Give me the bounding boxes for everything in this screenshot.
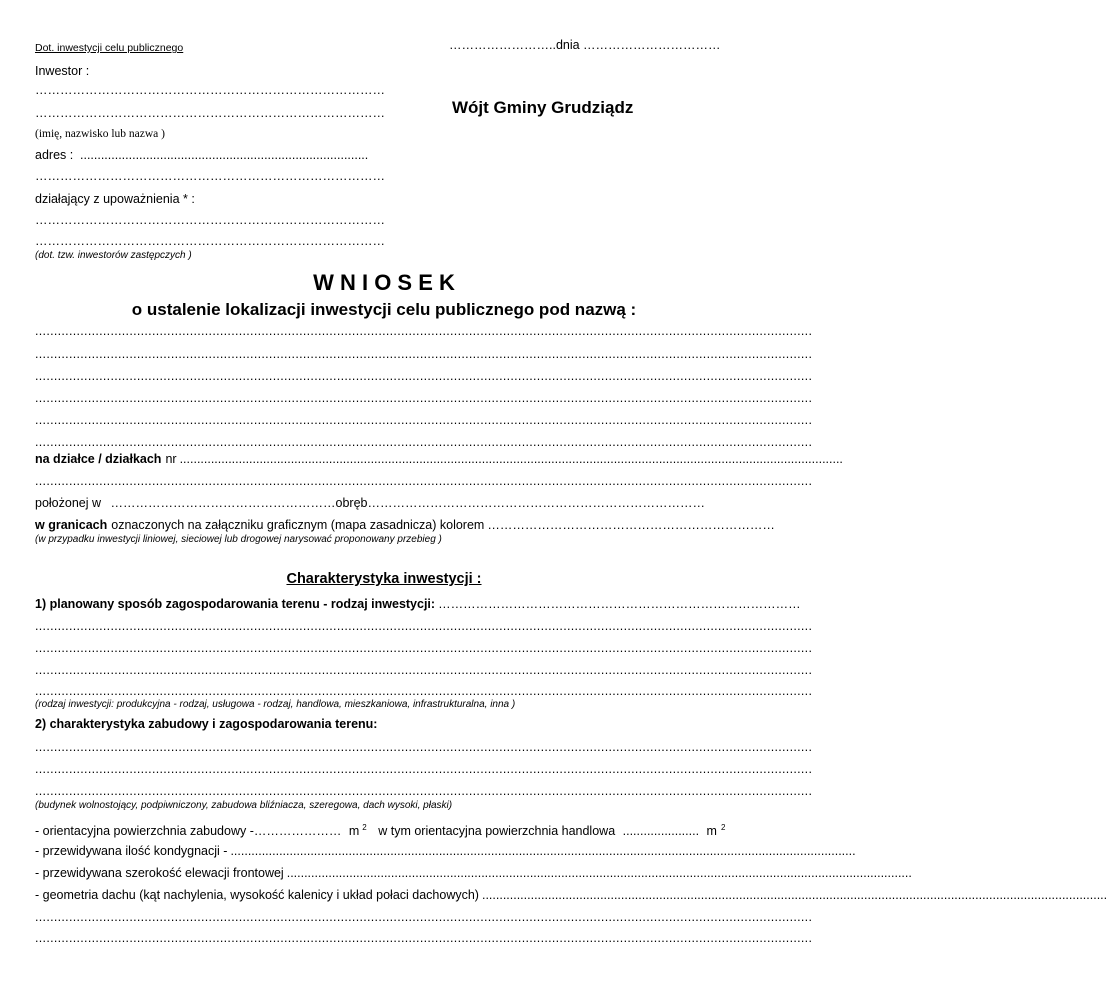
addressee: Wójt Gminy Grudziądz [452, 98, 634, 117]
proxy-label: działający z upoważnienia * : [35, 192, 195, 206]
investment-name-line-6[interactable]: .............................................................................................................................................................................................................. [35, 435, 813, 449]
document-subtitle: o ustalenie lokalizacji inwestycji celu publicznego pod nazwą : [131, 300, 637, 319]
parcel-line-2[interactable]: .............................................................................................................................................................................................................. [35, 474, 813, 488]
area-unit: m [348, 824, 360, 839]
investment-name-line-3[interactable]: .............................................................................................................................................................................................................. [35, 369, 813, 383]
roof-row [35, 888, 1107, 902]
investment-name-line-1[interactable]: .............................................................................................................................................................................................................. [35, 324, 813, 338]
facade-field[interactable]: .................................................................................................................................................................................... [286, 866, 912, 880]
area-field[interactable]: ………………… [253, 824, 342, 839]
investor-line-2[interactable]: ………………………………………………………………………… [35, 106, 385, 120]
address-line-2[interactable]: ………………………………………………………………………… [35, 169, 385, 183]
q1-field[interactable]: …………………………………………………………………………… [438, 597, 801, 611]
investment-name-line-4[interactable]: .............................................................................................................................................................................................................. [35, 391, 813, 405]
trade-label: w tym orientacyjna powierzchnia handlowa [378, 824, 616, 839]
investment-name-line-5[interactable]: .............................................................................................................................................................................................................. [35, 413, 813, 427]
floors-row [35, 844, 856, 858]
q2-line-3[interactable]: .............................................................................................................................................................................................................. [35, 784, 813, 798]
q1-line-4[interactable]: .............................................................................................................................................................................................................. [35, 663, 813, 677]
q1-note: (rodzaj inwestycji: produkcyjna - rodzaj, usługowa - rodzaj, handlowa, mieszkaniowa, infrastrukturalna, inna ) [35, 699, 516, 710]
trade-field[interactable]: ...................... [622, 824, 700, 839]
q1-label: 1) planowany sposób zagospodarowania terenu - rodzaj inwestycji: [35, 597, 436, 611]
trade-unit-sup: 2 [720, 823, 726, 832]
precinct-label: obręb [335, 496, 368, 510]
boundary-color-field[interactable]: …………………………………………………………… [487, 518, 775, 532]
facade-label: - przewidywana szerokość elewacji frontowej [35, 866, 284, 880]
floors-label: - przewidywana ilość kondygnacji - [35, 844, 228, 858]
located-field[interactable]: ……………………………………………… [110, 496, 336, 510]
q2-line-2[interactable]: .............................................................................................................................................................................................................. [35, 762, 813, 776]
document-title: W N I O S E K [313, 270, 455, 295]
investor-label: Inwestor : [35, 64, 90, 78]
q1-line-5[interactable]: .............................................................................................................................................................................................................. [35, 684, 813, 698]
address-label: adres : [35, 148, 74, 162]
roof-line-2[interactable]: .............................................................................................................................................................................................................. [35, 910, 813, 924]
name-note: (imię, nazwisko lub nazwa ) [35, 128, 165, 140]
area-unit-sup: 2 [362, 823, 367, 832]
area-label: - orientacyjna powierzchnia zabudowy - [35, 824, 254, 839]
investment-name-line-2[interactable]: .............................................................................................................................................................................................................. [35, 347, 813, 361]
place-date-field[interactable]: ……………………..dnia …………………………… [449, 38, 721, 52]
precinct-field[interactable]: ……………………………………………………………………… [367, 496, 705, 510]
q2-note: (budynek wolnostojący, podpiwniczony, zabudowa bliźniacza, szeregowa, dach wysoki, płaski) [35, 800, 453, 811]
located-row [35, 496, 705, 510]
q1-line-2[interactable]: .............................................................................................................................................................................................................. [35, 619, 813, 633]
proxy-line-2[interactable]: ………………………………………………………………………… [35, 234, 385, 248]
parcel-label: na działce / działkach [35, 452, 162, 466]
characteristics-title: Charakterystyka inwestycji : [286, 571, 482, 587]
parcel-nr-label: nr [165, 452, 177, 466]
address-field[interactable]: ................................................................................... [80, 148, 369, 162]
roof-field[interactable]: .................................................................................................................................................................................... [481, 888, 1107, 902]
q1-row [35, 597, 801, 611]
reference-note: Dot. inwestycji celu publicznego [35, 42, 184, 54]
boundary-label: oznaczonych na załączniku graficznym (mapa zasadnicza) kolorem [111, 518, 485, 532]
parcel-field[interactable]: ............................................................................................................................................................................................... [179, 452, 843, 466]
investor-line-1[interactable]: ………………………………………………………………………… [35, 83, 385, 97]
roof-line-3[interactable]: .............................................................................................................................................................................................................. [35, 931, 813, 945]
facade-row [35, 866, 912, 880]
q2-line-1[interactable]: .............................................................................................................................................................................................................. [35, 740, 813, 754]
located-label: położonej w [35, 496, 102, 510]
roof-label: - geometria dachu (kąt nachylenia, wysokość kalenicy i układ połaci dachowych) [35, 888, 479, 902]
boundary-label-bold: w granicach [35, 518, 108, 532]
q2-label: 2) charakterystyka zabudowy i zagospodarowania terenu: [35, 717, 378, 731]
proxy-line-1[interactable]: ………………………………………………………………………… [35, 213, 385, 227]
parcel-row [35, 452, 843, 466]
floors-field[interactable]: .................................................................................................................................................................................... [230, 844, 856, 858]
boundary-note: (w przypadku inwestycji liniowej, sieciowej lub drogowej narysować proponowany przebieg ) [35, 534, 442, 545]
trade-unit: m [706, 824, 717, 839]
boundary-row [35, 518, 775, 532]
proxy-note: (dot. tzw. inwestorów zastępczych ) [35, 250, 192, 261]
q1-line-3[interactable]: .............................................................................................................................................................................................................. [35, 641, 813, 655]
area-row [35, 823, 725, 838]
